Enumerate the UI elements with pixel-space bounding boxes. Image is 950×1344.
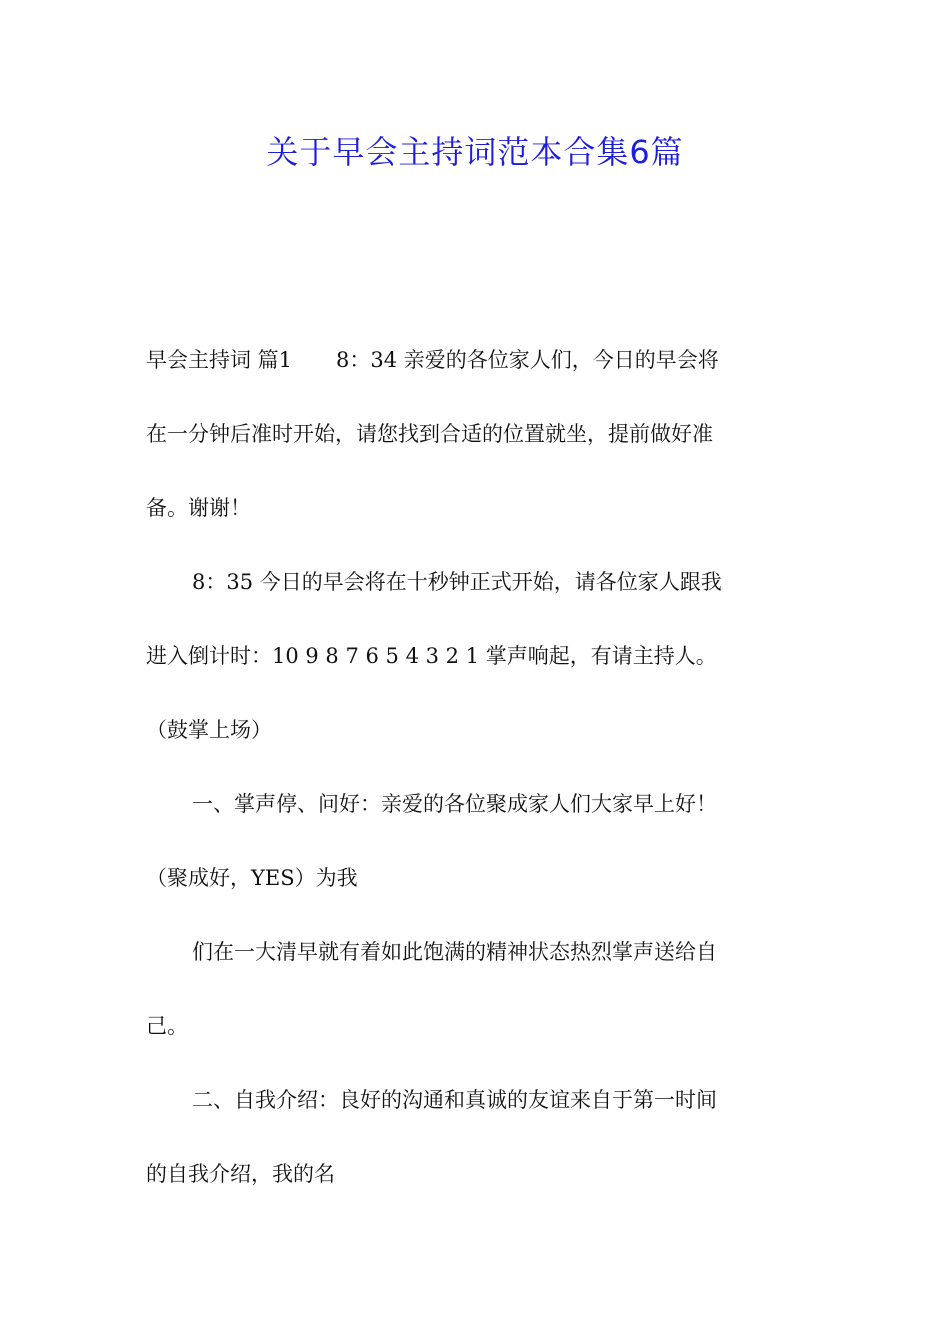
paragraph-line: 在一分钟后准时开始，请您找到合适的位置就坐，提前做好准 <box>146 422 713 446</box>
section-heading: 早会主持词 篇1 <box>146 348 293 372</box>
document-body <box>146 334 806 1222</box>
document-title: 关于早会主持词范本合集6篇 <box>266 133 684 171</box>
paragraph-line: （聚成好，YES）为我 <box>146 866 358 890</box>
paragraph-line: 备。谢谢！ <box>146 496 251 520</box>
paragraph-line: 的自我介绍，我的名 <box>146 1162 335 1186</box>
paragraph-line: 进入倒计时：10 9 8 7 6 5 4 3 2 1 掌声响起，有请主持人。 <box>146 644 717 668</box>
paragraph-line: 一、掌声停、问好：亲爱的各位聚成家人们大家早上好！ <box>192 792 717 816</box>
paragraph-line <box>146 334 806 408</box>
paragraph-line: 8：35 今日的早会将在十秒钟正式开始，请各位家人跟我 <box>192 570 722 594</box>
paragraph-line: （鼓掌上场） <box>146 718 272 742</box>
paragraph-line: 们在一大清早就有着如此饱满的精神状态热烈掌声送给自 <box>192 940 717 964</box>
paragraph-line: 己。 <box>146 1014 188 1038</box>
paragraph-text: 8：34 亲爱的各位家人们，今日的早会将 <box>336 348 719 372</box>
paragraph-line: 二、自我介绍：良好的沟通和真诚的友谊来自于第一时间 <box>192 1088 717 1112</box>
